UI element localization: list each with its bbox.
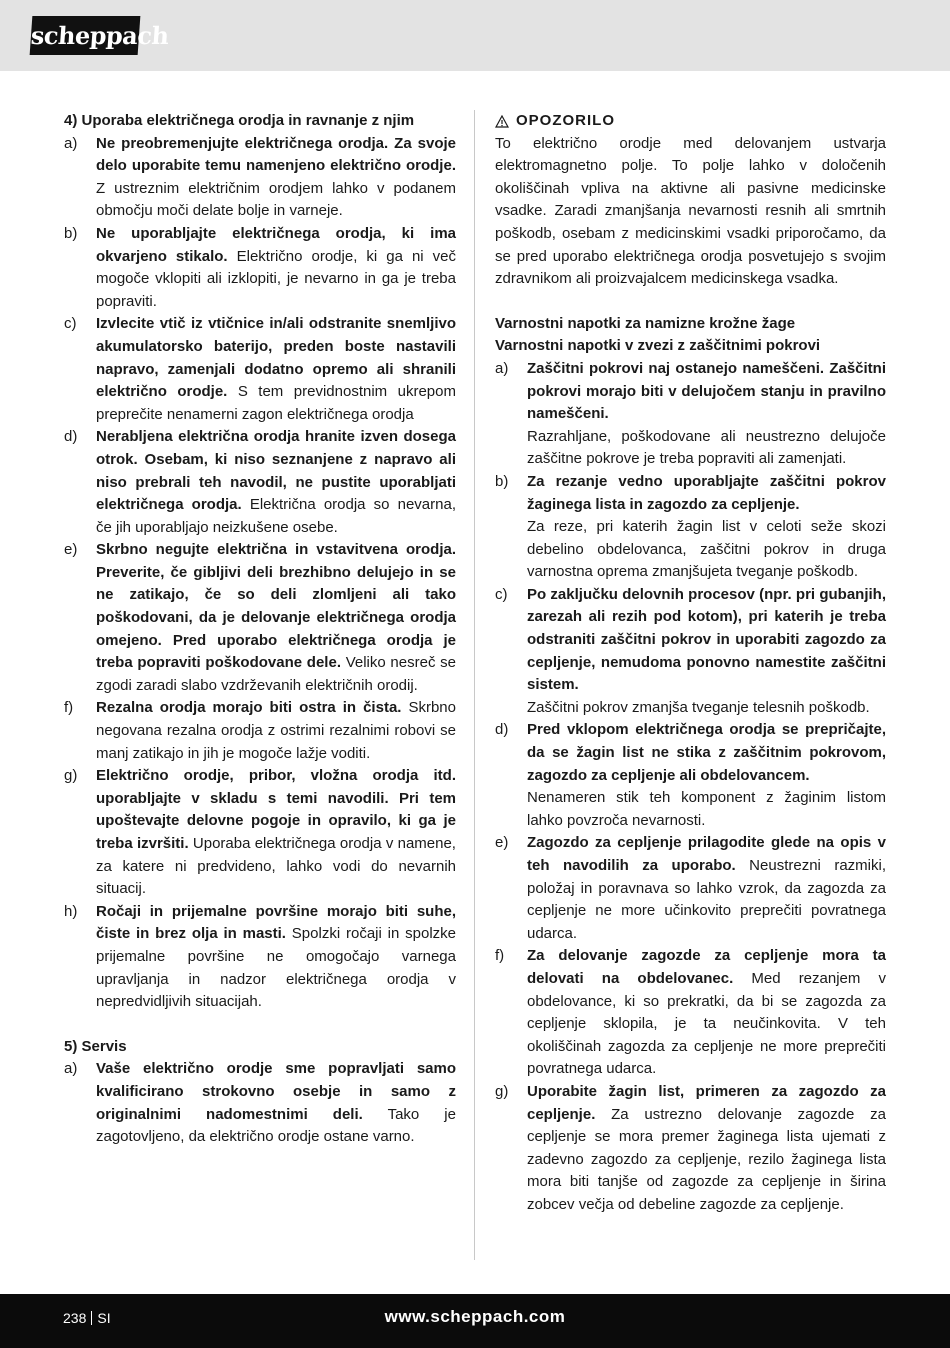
list-item-letter: f): [495, 947, 505, 965]
list-item-bold-text: Za rezanje vedno uporabljajte zaščitni pokrov žaginega lista in zagozdo za cepljenje.: [527, 472, 886, 513]
list-item-bold-text: Rezalna orodja morajo biti ostra in čista.: [96, 699, 402, 717]
list-item-bold-text: Ročaji in prijemalne površine morajo biti suhe, čiste in brez olja in masti.: [96, 902, 456, 943]
list-item-bold-text: Uporabite žagin list, primeren za zagozdo za cepljenje.: [527, 1082, 886, 1123]
list-item-bold-text: Za delovanje zagozde za cepljenje mora ta delovati na obdelovanec.: [527, 947, 886, 987]
list-item-bold-text: Nerabljena električna orodja hranite izven dosega otrok. Osebam, ki niso seznanjene z napravo ali niso prebrali teh navodil, ne pustite uporabljati električnega orodja.: [96, 428, 456, 514]
list-item-bold-text: Po zaključku delovnih procesov (npr. pri gubanjih, zarezah ali rezih pod kotom), pri katerih je treba odstraniti zaščitni pokrov in uporabiti zagozdo za cepljenje, nemudoma ponovno namestite zaščitni sistem.: [527, 585, 886, 694]
list-item-bold-text: Skrbno negujte električna in vstavitvena orodja. Preverite, če gibljivi deli brezhibno delujejo in se ne zatikajo, če so deli zlomljeni ali tako poškodovani, da je delovanje električnega orodja omejeno. Pred uporabo električnega orodja je treba popraviti poškodovane dele.: [96, 541, 456, 672]
list-item-letter: c): [495, 585, 508, 603]
list-item-bold-text: Električno orodje, pribor, vložna orodja itd. uporabljajte v skladu s temi navodili. Pri tem upoštevajte delovne pogoje in opravilo, ki ga je treba izvršiti.: [96, 767, 456, 852]
list-item-bold-text: Ne uporabljajte električnega orodja, ki ima okvarjeno stikalo.: [96, 224, 456, 265]
warning-triangle-icon: [495, 115, 509, 128]
list-item-bold-text: Vaše električno orodje sme popravljati samo kvalificirano strokovno osebje in samo z originalnimi nadomestnimi deli.: [96, 1060, 456, 1123]
list-item-body-text: Med rezanjem v obdelovance, ki so prekratki, da bi se zagozda za cepljenje sklopila, je ta neučinkovita. V teh okoliščinah zagozda za cepljenje ne more preprečiti povratnega udarca.: [527, 969, 886, 1078]
list-item: [64, 697, 456, 765]
list-item-letter: h): [64, 902, 78, 920]
warning-heading: [495, 110, 886, 133]
list-item: [64, 539, 456, 697]
list-item-body-text: Z ustreznim električnim orodjem lahko v podanem območju moči delate bolje in varneje.: [96, 179, 456, 220]
list-item-text: [96, 133, 456, 223]
list-item-text: [96, 426, 456, 539]
list-item-letter: e): [64, 541, 78, 559]
list-item-letter: f): [64, 699, 74, 717]
list-item-letter: g): [495, 1082, 509, 1100]
list-item-body-text: Električna orodja so nevarna, če jih uporabljajo neizkušene osebe.: [96, 496, 456, 536]
list-item-text: [96, 901, 456, 1014]
list-item: [495, 719, 886, 832]
list-item-bold-text: Zagozdo za cepljenje prilagodite glede na opis v teh navodilih za uporabo.: [527, 834, 886, 874]
list-item-letter: a): [495, 359, 509, 377]
list-item-letter: d): [495, 721, 509, 739]
section-4-title: 4) Uporaba električnega orodja in ravnanje z njim: [64, 112, 415, 129]
scheppach-logo: scheppach: [30, 16, 141, 55]
list-item-bold-text: Zaščitni pokrovi naj ostanejo nameščeni. Zaščitni pokrovi morajo biti v delujočem stanju in pravilno nameščeni.: [527, 359, 886, 423]
right-column: [495, 110, 886, 1217]
list-item-text: [96, 1058, 456, 1148]
list-item-body-text: Neustrezni razmiki, položaj in poravnava so lahko vzrok, da zagozda za cepljenje ne more učinkovito preprečiti povratnega udarca.: [527, 857, 886, 942]
left-column: [64, 110, 456, 1149]
list-item: [64, 426, 456, 539]
page-number-value: 238: [63, 1310, 87, 1326]
list-item: [495, 832, 886, 945]
column-divider: [474, 110, 475, 1260]
list-item: [64, 901, 456, 1014]
list-item: [495, 945, 886, 1081]
list-item-letter: b): [64, 224, 78, 242]
website-link[interactable]: www.scheppach.com: [384, 1307, 566, 1326]
list-item-text: [527, 358, 886, 471]
list-item-body-text: Električno orodje, ki ga ni več mogoče vklopiti ali izklopiti, je nevarno in ga je treba popraviti.: [96, 247, 456, 310]
list-item: [64, 313, 456, 426]
list-item-letter: g): [64, 767, 78, 785]
list-item-text: [527, 719, 886, 832]
list-item-letter: d): [64, 428, 78, 446]
list-item-bold-text: Izvlecite vtič iz vtičnice in/ali odstranite snemljivo akumulatorsko baterijo, preden boste nastavili napravo, zamenjali dodatno opremo ali shranili električno orodje.: [96, 315, 456, 401]
list-item-text: [96, 539, 456, 697]
list-item-body-text: Za ustrezno delovanje zagozde za cepljenje se mora premer žaginega lista ujemati z zadevno zagozdo za cepljenje, rezilo žaginega lista mora biti tanjše od zagozde za cepljenje in širina zobcev večja od debeline zagozde za cepljenje.: [527, 1105, 886, 1213]
page-footer: [0, 1294, 950, 1348]
list-item-text: [527, 945, 886, 1081]
list-item-text: [96, 697, 456, 765]
list-item: [495, 1081, 886, 1217]
warning-text: To električno orodje med delovanjem ustvarja elektromagnetno polje. To polje lahko v določenih okoliščinah vpliva na aktivne ali pasivne medicinske vsadke. Zaradi zmanjšanja nevarnosti resnih ali smrtnih poškodb, osebam z medicinskimi vsadki priporočamo, da se pred uporabo električnega orodja posvetujejo s svojim zdravnikom ali proizvajalcem medicinskega vsadka.: [495, 134, 886, 288]
list-item: [495, 584, 886, 720]
guard-safety-title: Varnostni napotki v zvezi z zaščitnimi pokrovi: [495, 337, 821, 355]
warning-title: OPOZORILO: [516, 112, 615, 129]
list-item-body-text: S tem previdnostnim ukrepom preprečite nenamerni zagon električnega orodja: [96, 383, 456, 423]
list-item-letter: a): [64, 1060, 78, 1078]
list-item-body-text: Uporaba električnega orodja v namene, za katere ni predvideno, lahko vodi do nevarnih situacij.: [96, 835, 456, 898]
list-item-letter: a): [64, 134, 78, 152]
language-code: SI: [97, 1310, 111, 1326]
list-item-text: [96, 313, 456, 426]
list-item-bold-text: Pred vklopom električnega orodja se prepričajte, da se žagin list ne stika z zaščitnim pokrovom, zagozdo za cepljenje ali obdelovancem.: [527, 721, 886, 784]
list-item-note: Nenameren stik teh komponent z žaginim listom lahko povzroča nevarnosti.: [527, 789, 886, 829]
list-item-letter: c): [64, 315, 77, 333]
list-item-text: [527, 1081, 886, 1217]
list-item: [64, 223, 456, 313]
list-item-letter: e): [495, 834, 509, 852]
guard-safety-list: [495, 358, 886, 1217]
saw-safety-title: Varnostni napotki za namizne krožne žage: [495, 314, 796, 332]
list-item-note: Za reze, pri katerih žagin list v celoti seže skozi debelino obdelovanca, zaščitni pokrov in druga varnostna oprema zmanjšujeta tveganje poškodb.: [527, 518, 886, 581]
list-item-bold-text: Ne preobremenjujte električnega orodja. Za svoje delo uporabite temu namenjeno električno orodje.: [96, 134, 456, 175]
list-item-text: [96, 223, 456, 313]
section-5-title: 5) Servis: [64, 1037, 127, 1055]
list-item-text: [527, 832, 886, 945]
page-header: [0, 0, 950, 71]
section-4-list: [64, 133, 456, 1014]
list-item: [64, 765, 456, 901]
section-5-list: [64, 1058, 456, 1148]
list-item-body-text: Spolzki ročaji in spolzke prijemalne površine ne omogočajo varnega upravljanja in nadzor električnega orodja v nepredvidljivih situacijah.: [96, 925, 456, 1011]
list-item-letter: b): [495, 472, 509, 490]
list-item: [64, 133, 456, 223]
list-item: [495, 471, 886, 584]
list-item: [495, 358, 886, 471]
list-item-body-text: Tako je zagotovljeno, da električno orodje ostane varno.: [96, 1105, 456, 1146]
list-item-body-text: Veliko nesreč se zgodi zaradi slabo vzdrževanih električnih orodij.: [96, 654, 456, 694]
list-item-note: Razrahljane, poškodovane ali neustrezno delujoče zaščitne pokrove je treba popraviti ali zamenjati.: [527, 427, 886, 468]
list-item-body-text: Skrbno negovana rezalna orodja z ostrimi rezalnimi robovi se manj zatikajo in jih je mogoče lažje voditi.: [96, 699, 456, 762]
list-item: [64, 1058, 456, 1148]
list-item-text: [96, 765, 456, 901]
list-item-text: [527, 584, 886, 720]
list-item-note: Zaščitni pokrov zmanjša tveganje telesnih poškodb.: [527, 698, 870, 716]
list-item-text: [527, 471, 886, 584]
